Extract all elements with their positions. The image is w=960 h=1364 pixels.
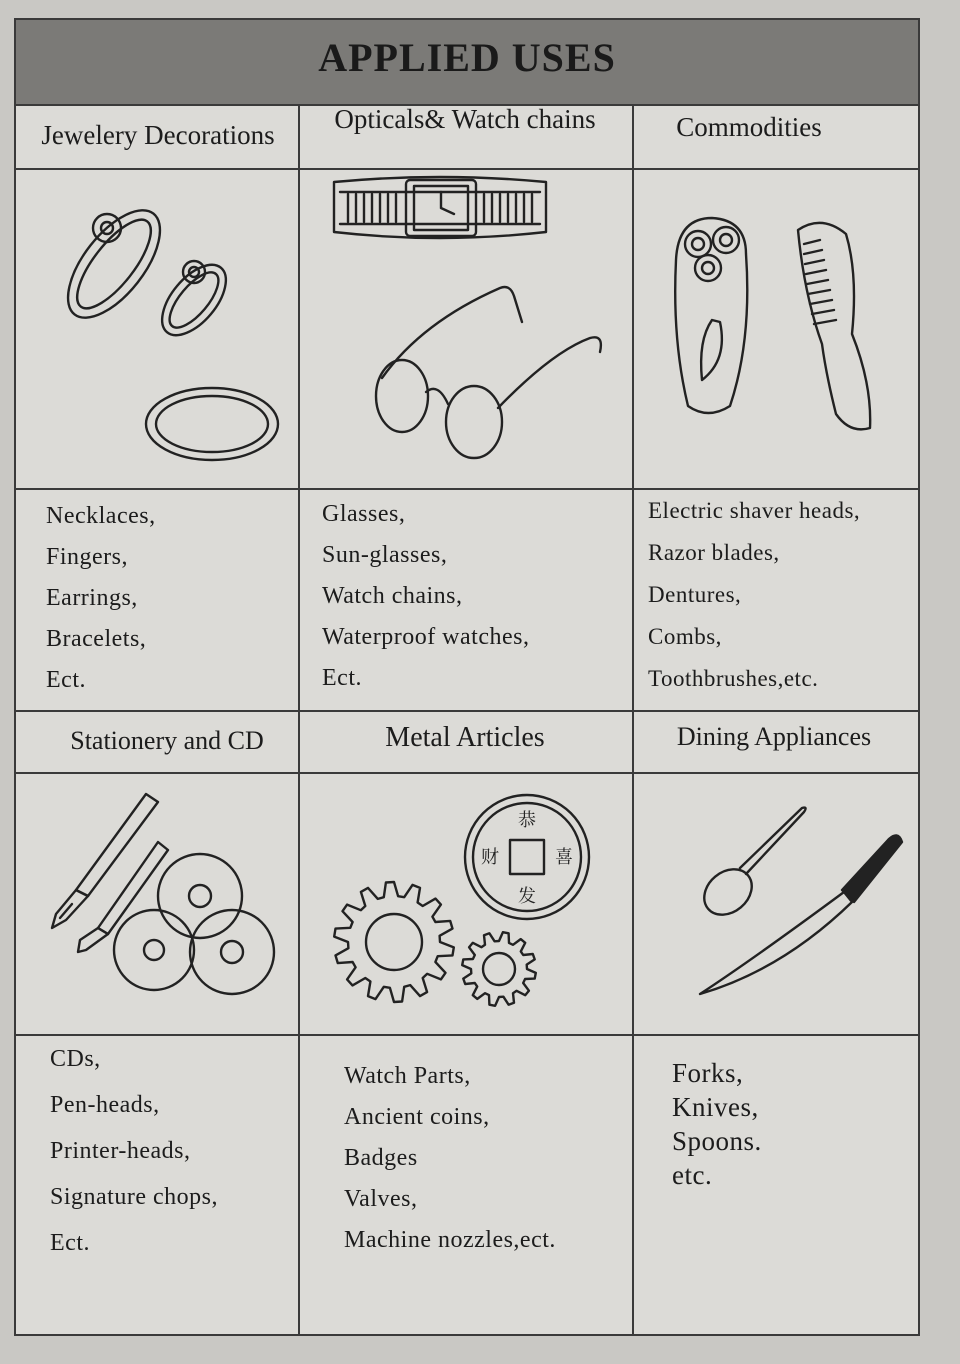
oval-ring-icon	[142, 384, 282, 464]
category-stationery: Stationery and CD	[70, 726, 264, 755]
gear-icon	[332, 880, 456, 1004]
cd-disc-icon	[112, 850, 292, 1000]
applied-uses-table	[14, 18, 920, 1336]
list-item: Forks,	[672, 1058, 744, 1088]
title-banner	[16, 20, 918, 106]
list-item: Ancient coins,	[344, 1104, 490, 1130]
category-metal-articles: Metal Articles	[385, 722, 545, 753]
list-item: Printer-heads,	[50, 1138, 191, 1164]
comb-icon	[792, 214, 882, 434]
knife-icon	[692, 820, 912, 1000]
column-divider	[298, 104, 300, 1336]
gear-icon	[460, 930, 538, 1008]
list-item: Bracelets,	[46, 626, 147, 652]
list-item: Ect.	[46, 667, 86, 693]
stationery-items	[50, 1036, 218, 1266]
list-item: Sun-glasses,	[322, 542, 448, 568]
electric-shaver-icon	[668, 210, 758, 420]
column-divider	[632, 104, 634, 1336]
list-item: Necklaces,	[46, 503, 156, 529]
list-item: Ect.	[322, 665, 362, 691]
list-item: Knives,	[672, 1092, 759, 1122]
category-commodities: Commodities	[676, 112, 822, 142]
coin-character-right: 喜	[555, 847, 573, 868]
dining-items	[672, 1056, 762, 1192]
coin-character-bottom: 发	[518, 886, 536, 907]
list-item: Watch Parts,	[344, 1063, 471, 1089]
coin-character-left: 财	[481, 847, 499, 868]
row-divider	[16, 772, 918, 774]
list-item: Combs,	[648, 624, 722, 649]
category-opticals: Opticals& Watch chains	[334, 104, 596, 134]
list-item: Electric shaver heads,	[648, 498, 861, 523]
list-item: Spoons.	[672, 1126, 762, 1156]
list-item: Pen-heads,	[50, 1092, 160, 1118]
category-jewelery: Jewelery Decorations	[41, 120, 275, 150]
list-item: Signature chops,	[50, 1184, 218, 1210]
list-item: Valves,	[344, 1186, 418, 1212]
list-item: Watch chains,	[322, 583, 463, 609]
metal-articles-items	[344, 1056, 556, 1261]
list-item: CDs,	[50, 1046, 101, 1072]
list-item: Dentures,	[648, 582, 742, 607]
ring-icon	[154, 246, 244, 346]
list-item: etc.	[672, 1160, 713, 1190]
list-item: Waterproof watches,	[322, 624, 530, 650]
list-item: Razor blades,	[648, 540, 780, 565]
list-item: Machine nozzles,ect.	[344, 1227, 556, 1253]
list-item: Badges	[344, 1145, 418, 1171]
coin-character-top: 恭	[518, 810, 536, 831]
list-item: Earrings,	[46, 585, 138, 611]
page-title: APPLIED USES	[318, 35, 616, 80]
opticals-items	[322, 494, 529, 699]
jewelery-items	[46, 496, 156, 701]
ancient-coin-icon	[462, 792, 592, 922]
eyeglasses-icon	[372, 282, 604, 462]
list-item: Fingers,	[46, 544, 128, 570]
wristwatch-icon	[330, 170, 550, 248]
row-divider	[16, 710, 918, 712]
list-item: Toothbrushes,etc.	[648, 666, 819, 691]
list-item: Glasses,	[322, 501, 406, 527]
commodities-items	[648, 490, 860, 700]
list-item: Ect.	[50, 1230, 90, 1256]
category-dining: Dining Appliances	[676, 722, 872, 751]
